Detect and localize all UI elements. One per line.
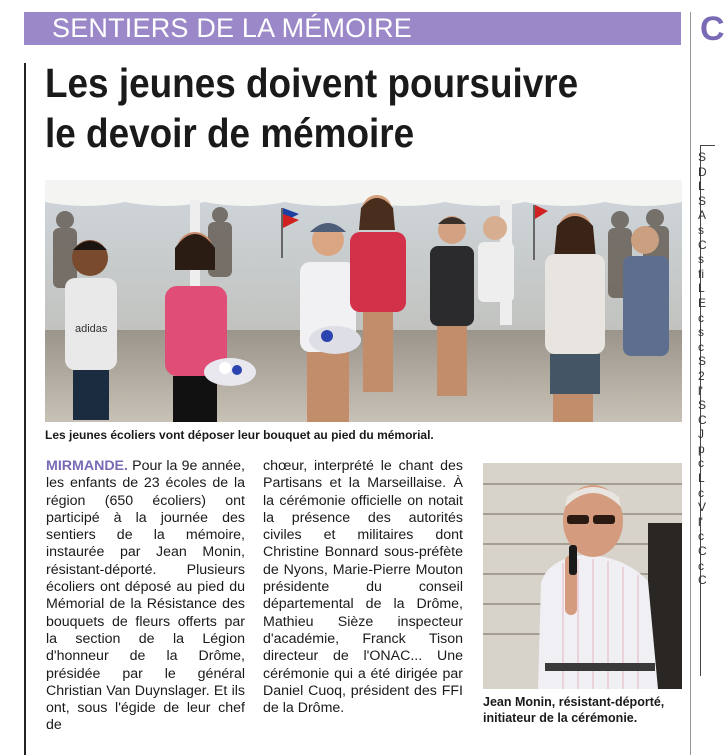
shirt-text: adidas (75, 323, 108, 335)
side-text-line: A (698, 208, 707, 223)
side-text-line: L (698, 281, 705, 296)
side-text-line: V (698, 500, 707, 515)
photo2-caption: Jean Monin, résistant-déporté, initiateur de la cérémonie. (483, 695, 665, 725)
side-text-line: C (698, 412, 707, 427)
side-text-line: c (698, 310, 704, 325)
side-text-line: L (698, 179, 705, 194)
side-text-line: 2 (698, 368, 705, 383)
speaker-illustration (483, 463, 682, 689)
headline-line-2: le devoir de mémoire (45, 110, 415, 156)
side-text-line: s (698, 252, 704, 267)
side-text-line: J (698, 427, 704, 442)
side-text-line: S (698, 150, 707, 164)
side-text-line: l' (698, 514, 703, 529)
schoolchildren-illustration (45, 180, 682, 422)
jean-monin-photo (483, 463, 682, 689)
section-title: SENTIERS DE LA MÉMOIRE (52, 13, 412, 43)
side-text-line: c (698, 456, 704, 471)
side-text-line: s (698, 325, 704, 340)
side-text-line: C (698, 544, 707, 559)
dateline: MIRMANDE. (46, 458, 128, 474)
side-text-line: S (698, 398, 707, 413)
headline-line-1: Les jeunes doivent poursuivre (45, 60, 579, 106)
side-text-line: l' (698, 383, 703, 398)
side-text-line: S (698, 193, 707, 208)
side-text-line: C (698, 237, 707, 252)
side-text-line: c (698, 558, 704, 573)
side-text-line: L (698, 471, 705, 486)
side-text-fragment (698, 150, 712, 588)
side-text-line: C (698, 573, 707, 588)
page-divider (690, 12, 691, 755)
side-text-line: S (698, 354, 707, 369)
schoolchildren-photo (45, 180, 682, 422)
side-text-line: c (698, 339, 704, 354)
side-text-line: s (698, 222, 704, 237)
side-text-line: p (698, 441, 705, 456)
article-column-1 (46, 458, 245, 735)
section-banner (24, 12, 681, 45)
photo1-caption: Les jeunes écoliers vont déposer leur bouquet au pied du mémorial. (45, 428, 434, 442)
article-column-2: chœur, interprété le chant des Partisans et la Marseillaise. À la cérémonie officielle on notait la présence des autorités civiles et militaires dont Christine Bonnard sous-préfète de Nyons, Marie-Pierre Mouton présidente du conseil départemental de la Drôme, Mathieu Sièze inspecteur d'académie, Franck Tison directeur de l'ONAC... Une cérémonie qui a été dirigée par Daniel Cuoq, président des FFI de la Drôme. (263, 458, 463, 717)
side-text-line: c (698, 529, 704, 544)
article-headline (45, 58, 578, 158)
column-rule (24, 63, 26, 755)
article-text-1: Pour la 9e année, les enfants de 23 écoles de la région (650 écoliers) ont participé à la journée des sentiers de la mémoire, instaurée par Jean Monin, résistant-déporté. Plusieurs écoliers ont déposé au pied du Mémorial de la Résistance des bouquets de fleurs offerts par la section de la Légion d'honneur de la Drôme, présidée par le général Christian Van Duynslager. Et ils ont, sous l'égide de leur chef de (46, 458, 245, 734)
side-text-line: c (698, 485, 704, 500)
next-page-logo-fragment: C (700, 10, 725, 48)
side-text-line: E (698, 295, 707, 310)
side-text-line: fi (698, 266, 704, 281)
side-text-line: D (698, 164, 707, 179)
